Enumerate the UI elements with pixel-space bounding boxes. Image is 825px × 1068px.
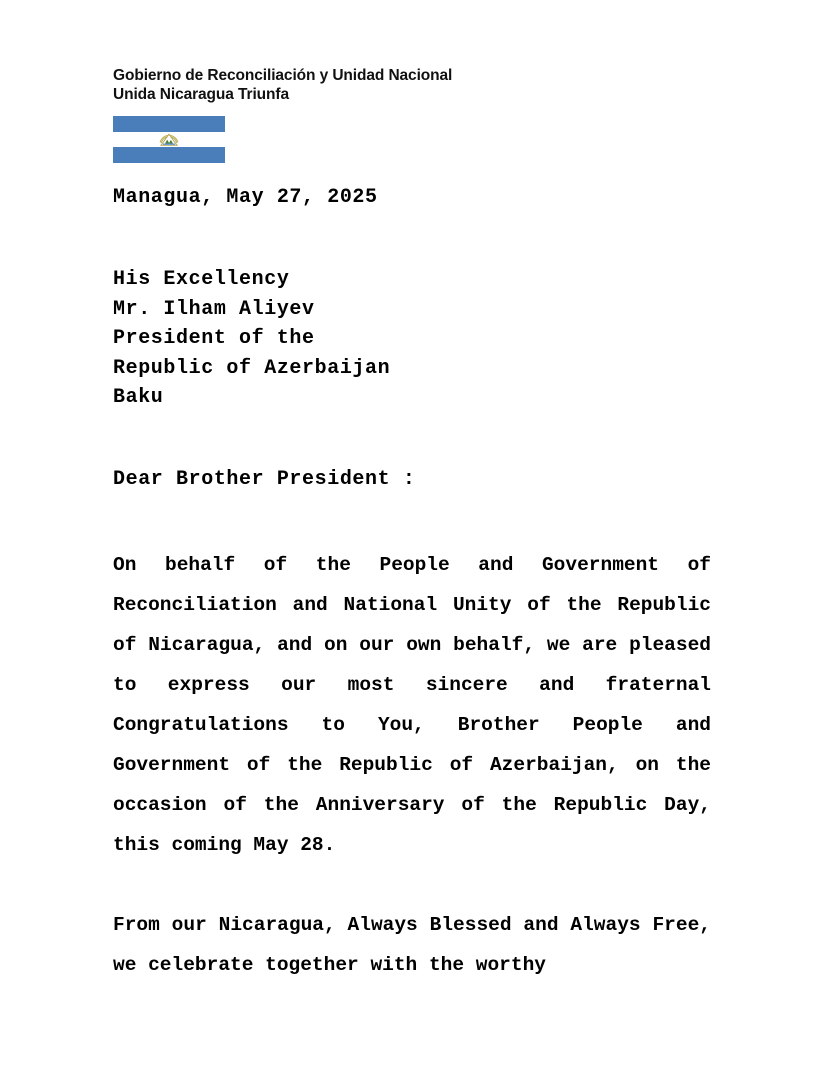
address-line: Republic of Azerbaijan <box>113 356 391 380</box>
body-paragraph: From our Nicaragua, Always Blessed and Always Free, we celebrate together with the worthy <box>113 913 711 976</box>
addressee-block <box>113 265 711 413</box>
date-line: Managua, May 27, 2025 <box>113 186 378 209</box>
flag-band-white-middle <box>113 132 225 148</box>
coat-of-arms-icon <box>156 128 182 150</box>
letterhead <box>113 66 713 104</box>
salutation: Dear Brother President : <box>113 467 416 491</box>
address-line: Mr. Ilham Aliyev <box>113 297 315 321</box>
address-line: His Excellency <box>113 268 290 291</box>
letterhead-line-2: Unida Nicaragua Triunfa <box>113 86 289 103</box>
letterhead-line-1: Gobierno de Reconciliación y Unidad Nacional <box>113 67 453 84</box>
address-line: President of the <box>113 327 315 351</box>
nicaragua-flag-icon <box>113 116 225 163</box>
letter-body <box>113 183 711 985</box>
body-paragraph: On behalf of the People and Government of Reconciliation and National Unity of the Republic of Nicaragua, and on our own behalf, we are pleased to express our most sincere and fraternal Congratulations to You, Brother People and Government of the Republic of Azerbaijan, on the occasion of the Anniversary of the Republic Day, this coming May 28. <box>113 553 711 856</box>
address-line: Baku <box>113 386 164 410</box>
